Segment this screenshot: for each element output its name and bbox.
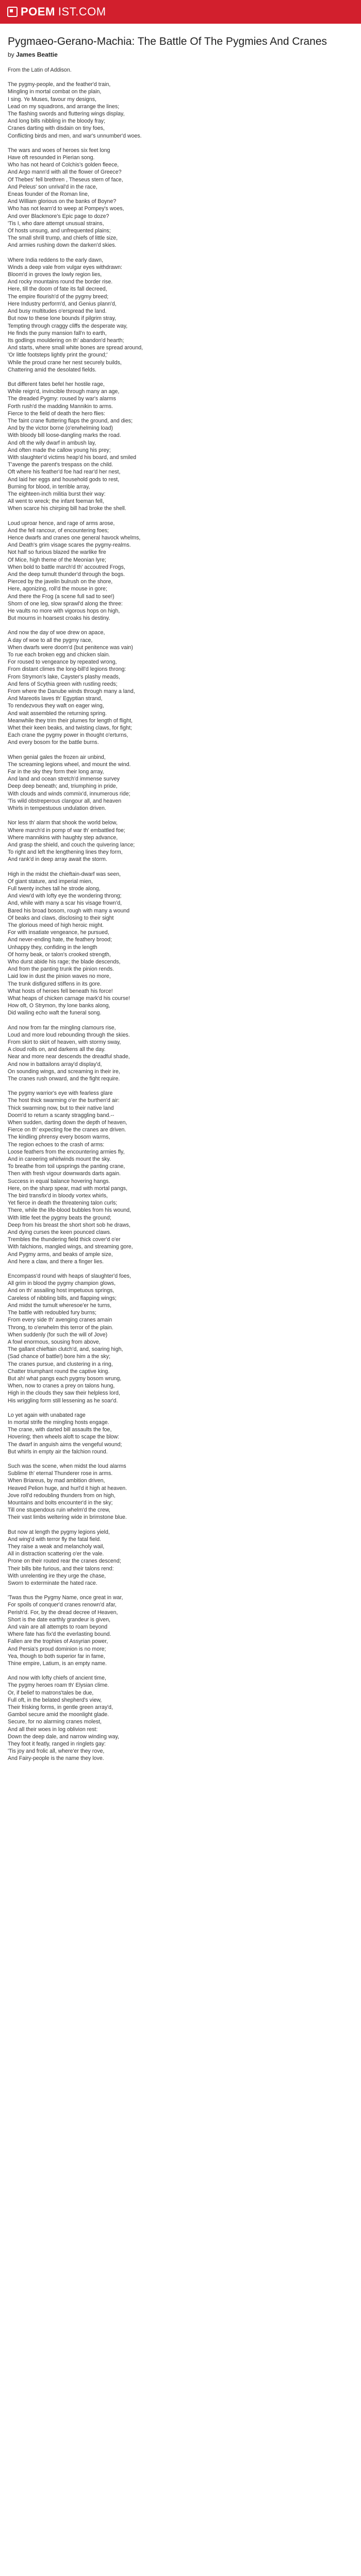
poem-line: Of Mice, high theme of the Meonian lyre; xyxy=(8,556,106,563)
site-header xyxy=(0,0,361,24)
poem-line: Of hosts unsung, and unfrequented plains; xyxy=(8,228,111,234)
poem-title: Pygmaeo-Gerano-Machia: The Battle Of The Pygmies And Cranes xyxy=(8,36,327,47)
poem-line: They raise a weak and melancholy wail, xyxy=(8,1543,105,1550)
poem-line: Not half so furious blazed the warlike fire xyxy=(8,549,106,556)
poem-line: Then with fresh vigour downwards darts again. xyxy=(8,1171,121,1177)
poem-line: Sublime th' eternal Thunderer rose in arms. xyxy=(8,1470,113,1477)
poem-author[interactable]: James Beattie xyxy=(16,51,58,58)
poem-line: Yet fierce in death the threatening talon curls; xyxy=(8,1200,118,1207)
poem-line: When genial gales the frozen air unbind, xyxy=(8,754,106,760)
poem-line: High in the midst the chieftain-dwarf was seen, xyxy=(8,871,121,877)
poem-line: Loud uproar hence, and rage of arms arose, xyxy=(8,520,115,527)
poem-line: For with insatiate vengeance, he pursued, xyxy=(8,929,109,936)
poem-stanza xyxy=(8,871,353,1017)
poem-line: The glorious meed of high heroic might. xyxy=(8,922,104,928)
poem-line: 'Or little footsteps lightly print the ground;' xyxy=(8,352,108,359)
poem-line: Yea, though to both superior far in fame, xyxy=(8,1653,105,1659)
poem-line: Here Industry perform'd, and Genius plann'd, xyxy=(8,300,117,307)
poem-line: Fierce on th' expecting foe the cranes are driven. xyxy=(8,1127,126,1133)
poem-line: And all their woes in log oblivion rest: xyxy=(8,1726,98,1733)
poem-line: With slaughter'd victims heap'd his board, and smiled xyxy=(8,454,136,461)
poem-line: Where fate has fix'd the everlasting bound. xyxy=(8,1631,111,1638)
poem-line: And William glorious on the banks of Boyne? xyxy=(8,198,117,205)
poem-line: On sounding wings, and screaming in their ire, xyxy=(8,1068,120,1075)
poem-line: The dwarf in anguish aims the vengeful wound; xyxy=(8,1441,122,1448)
poem-line: Bloom'd in groves the lowly region lies, xyxy=(8,272,102,278)
poem-page xyxy=(0,24,361,1762)
poem-line: From every side th' avenging cranes amain xyxy=(8,1317,112,1324)
poem-line: Hence dwarfs and cranes one general havock whelms, xyxy=(8,534,141,541)
poem-line: And rocky mountains round the border rise. xyxy=(8,279,113,285)
poem-line: The crane, with darted bill assaults the foe, xyxy=(8,1427,112,1433)
poem-line: The faint crane fluttering flaps the ground, and dies; xyxy=(8,417,133,424)
poem-line: But whirls in empty air the falchion round. xyxy=(8,1448,108,1455)
poem-line: And wing'd with terror fly the fatal field. xyxy=(8,1536,102,1543)
poem-line: All in distraction scattering o'er the vale. xyxy=(8,1551,104,1557)
poem-line: The region echoes to the crash of arms: xyxy=(8,1141,105,1148)
poem-line: And the deep tumult thunder'd through the bogs. xyxy=(8,571,125,578)
poem-line: The screaming legions wheel, and mount the wind. xyxy=(8,761,131,768)
poem-line: Throng, to o'erwhelm this terror of the plain. xyxy=(8,1324,113,1331)
poem-line: Shorn of one leg, slow sprawl'd along the three: xyxy=(8,600,123,607)
poem-line: Sworn to exterminate the hated race. xyxy=(8,1580,97,1586)
poem-line: With clouds and winds commix'd, innumerous ride; xyxy=(8,790,130,797)
logo-text-accent: IST.COM xyxy=(58,5,106,18)
poem-line: With little feet the pygmy beats the ground; xyxy=(8,1214,111,1221)
poem-line: Near and more near descends the dreadful shade, xyxy=(8,1054,130,1060)
poem-line: How oft, O Strymon, thy lone banks along, xyxy=(8,1003,110,1009)
poem-line: And often made the callow young his prey; xyxy=(8,447,111,453)
poem-line: Of giant stature, and imperial mien, xyxy=(8,878,93,885)
poem-line: Chattering amid the desolated fields. xyxy=(8,366,96,373)
poem-line: Burning for blood, in terrible array, xyxy=(8,483,90,490)
poem-line: And here a claw, and there a finger lies. xyxy=(8,1258,104,1265)
poem-line: A day of woe to all the pygmy race, xyxy=(8,637,93,643)
poem-line: And Death's grim visage scares the pygmy-realms. xyxy=(8,542,131,549)
poem-line: Laid low in dust the pinion waves no more, xyxy=(8,973,111,980)
poem-line: And grasp the shield, and couch the quivering lance; xyxy=(8,841,135,848)
poem-line: The pygmy-people, and the feather'd train, xyxy=(8,81,111,88)
poem-line: Lo yet again with unabated rage xyxy=(8,1412,86,1418)
poem-line: And, while with many a scar his visage frown'd, xyxy=(8,900,122,907)
poem-line: And land and ocean stretch'd immense survey xyxy=(8,776,120,783)
poem-line: High in the clouds they saw their helpless lord, xyxy=(8,1390,120,1397)
poem-line: The pygmy heroes roam th' Elysian clime. xyxy=(8,1682,109,1689)
logo-icon xyxy=(7,7,18,17)
logo-text-main: POEM xyxy=(21,5,55,18)
poem-line: A cloud rolls on, and darkens all the day. xyxy=(8,1046,106,1053)
poem-line: And now in battailons array'd display'd, xyxy=(8,1061,102,1067)
poem-line: All went to wreck; the infant foeman fell, xyxy=(8,498,104,505)
poem-line: All grim in blood the pygmy champion glows, xyxy=(8,1280,116,1287)
poem-line: But ah! what pangs each pygmy bosom wrung, xyxy=(8,1375,122,1382)
poem-line: To breathe from toil upsprings the panting crane, xyxy=(8,1163,125,1170)
poem-line: Lead on my squadrons, and arrange the lines; xyxy=(8,103,120,110)
poem-line: He finds the puny mansion fall'n to earth, xyxy=(8,330,107,336)
poem-line: Mingling in mortal combat on the plain, xyxy=(8,89,102,95)
poem-line: The kindling phrensy every bosom warms, xyxy=(8,1134,110,1141)
poem-line: But now at length the pygmy legions yield, xyxy=(8,1529,110,1535)
poem-stanza xyxy=(8,520,353,622)
poem-line: Jove roll'd redoubling thunders from on high, xyxy=(8,1492,116,1499)
poem-line: Trembles the thundering field thick cover'd o'er xyxy=(8,1236,121,1243)
poem-line: And Mareotis laves th' Egyptian strand, xyxy=(8,696,103,702)
poem-line: And midst the tumult wheresoe'er he turns, xyxy=(8,1302,112,1309)
poem-line: For roused to vengeance by repeated wrong, xyxy=(8,659,117,666)
poem-line: Here, on the sharp spear, mad with mortal pangs, xyxy=(8,1185,128,1192)
poem-line: Loose feathers from the encountering armies fly, xyxy=(8,1148,125,1155)
poem-stanza xyxy=(8,1412,353,1455)
poem-line: The pygmy warrior's eye with fearless glare xyxy=(8,1090,113,1097)
poem-line: When sudden, darting down the depth of heaven, xyxy=(8,1120,127,1126)
poem-line: And now with lofty chiefs of ancient time, xyxy=(8,1675,106,1682)
poem-line: Where mannikins with haughty step advance, xyxy=(8,834,118,841)
poem-line: Whet their keen beaks, and twisting claws, for fight; xyxy=(8,725,132,732)
poem-line: T'avenge the parent's trespass on the child. xyxy=(8,462,113,468)
poem-line: Who has not heard of Colchis's golden fleece, xyxy=(8,162,119,168)
poem-line: And in careering whirlwinds mount the sky. xyxy=(8,1156,111,1163)
poem-line: Conflicting birds and men, and war's unnumber'd woes. xyxy=(8,132,142,139)
poem-line: 'Tis wild obstreperous clangour all, and heaven xyxy=(8,798,122,804)
poem-stanza xyxy=(8,1273,353,1404)
poem-line: Their bills bite furious, and their talons rend: xyxy=(8,1565,114,1572)
poem-line: What hosts of heroes fell beneath his force! xyxy=(8,988,113,994)
poem-line: Chatter triumphant round the captive king. xyxy=(8,1368,110,1375)
poem-line: Success in equal balance hovering hangs. xyxy=(8,1178,110,1184)
poem-line: Of Thebes' fell brethren , Theseus stern of face, xyxy=(8,176,123,183)
poem-line: The dreaded Pygmy: roused by war's alarms xyxy=(8,396,116,402)
poem-line: In mortal strife the mingling hosts engage. xyxy=(8,1419,109,1426)
poem-line: And now from far the mingling clamours rise, xyxy=(8,1024,116,1031)
poem-line: Here, agonizing, roll'd the mouse in gore; xyxy=(8,586,107,592)
poem-line: Full twenty inches tall he strode along, xyxy=(8,885,101,892)
poem-stanza xyxy=(8,819,353,863)
poem-line: And wait assembled the returning spring. xyxy=(8,710,107,717)
poem-line: Where march'd in pomp of war th' embattled foe; xyxy=(8,827,125,834)
poem-line: Forth rush'd the madding Mannikin to arms. xyxy=(8,403,113,410)
poem-line: And vain are all attempts to roam beyond xyxy=(8,1624,108,1631)
poem-line: Down the deep dale, and narrow winding way, xyxy=(8,1733,119,1740)
poem-stanzas xyxy=(8,81,353,1762)
poem-line: Doom'd to return a scanty straggling band.-- xyxy=(8,1112,114,1118)
poem-line: 'Twas thus the Pygmy Name, once great in war, xyxy=(8,1595,123,1601)
poem-line: Oft where his feather'd foe had rear'd her nest, xyxy=(8,469,121,476)
poem-line: Meanwhile they trim their plumes for length of flight, xyxy=(8,717,133,724)
poem-stanza xyxy=(8,81,353,140)
poem-line: And rank'd in deep array await the storm. xyxy=(8,856,107,863)
poem-stanza xyxy=(8,1529,353,1587)
poem-line: The eighteen-inch militia burst their way: xyxy=(8,490,106,497)
byline-prefix: by xyxy=(8,51,14,58)
poem-line: Eneas founder of the Roman line, xyxy=(8,191,89,198)
poem-line: With bloody bill loose-dangling marks the road. xyxy=(8,432,121,439)
poem-line: Tempting through craggy cliffs the desperate way, xyxy=(8,323,128,329)
poem-byline xyxy=(8,51,353,58)
poem-line: They foot it featly, ranged in ringlets gay: xyxy=(8,1741,106,1748)
poem-line: Full oft, in the belated shepherd's view, xyxy=(8,1697,102,1703)
poem-line: Of beaks and claws, disclosing to their sight xyxy=(8,914,114,921)
poem-line: Each crane the pygmy power in thought o'erturns, xyxy=(8,732,128,739)
poem-line: And the fell rancour, of encountering foes; xyxy=(8,527,109,534)
poem-line: And Fairy-people is the name they love. xyxy=(8,1755,104,1762)
poem-line: When dwarfs were doom'd (but penitence was vain) xyxy=(8,644,133,651)
poem-line: The gallant chieftain clutch'd, and, soaring high, xyxy=(8,1346,123,1353)
poem-line: Cranes darting with disdain on tiny foes, xyxy=(8,125,105,132)
poem-line: And now the day of woe drew on apace, xyxy=(8,630,105,636)
poem-line: And long bills nibbling in the bloody fray; xyxy=(8,118,106,125)
poem-stanza xyxy=(8,629,353,746)
poem-stanza xyxy=(8,381,353,513)
poem-line: Fierce to the field of death the hero flies: xyxy=(8,410,106,417)
poem-line: And starts, where small white bones are spread around, xyxy=(8,345,143,351)
poem-line: The battle with redoubled fury burns; xyxy=(8,1310,96,1316)
poem-line: And Argo mann'd with all the flower of Greece? xyxy=(8,169,122,176)
poem-line: The small shrill trump, and chiefs of little size, xyxy=(8,235,118,242)
poem-line: There, while the life-blood bubbles from his wound, xyxy=(8,1207,132,1214)
poem-line: Perish'd. For, by the dread decree of Heaven, xyxy=(8,1609,118,1616)
poem-line: A fowl enormous, sousing from above, xyxy=(8,1338,101,1345)
poem-line: Thine empire, Latium, is an empty name. xyxy=(8,1660,107,1667)
poem-line: The host thick swarming o'er the burthen'd air: xyxy=(8,1097,120,1104)
poem-line: Gambol secure amid the moonlight glade. xyxy=(8,1711,109,1718)
poem-line: And over Blackmore's Epic page to doze? xyxy=(8,213,109,219)
poem-line: And from the panting trunk the pinion rends. xyxy=(8,966,114,973)
poem-line: Unhappy they, confiding in the length xyxy=(8,944,97,951)
poem-line: The trunk disfigured stiffens in its gore. xyxy=(8,980,102,987)
poem-line: Prone on their routed rear the cranes descend; xyxy=(8,1558,121,1565)
poem-line: When, now to cranes a prey on talons hung, xyxy=(8,1383,115,1389)
poem-line: For spoils of conquer'd cranes renown'd afar, xyxy=(8,1602,117,1608)
poem-line: Their vast limbs weltering wide in brimstone blue. xyxy=(8,1514,127,1521)
poem-line: Heaved Pelion huge, and hurl'd it high at heaven. xyxy=(8,1485,127,1492)
poem-line: The cranes rush onward, and the fight require. xyxy=(8,1076,120,1082)
poem-line: When suddenly (for such the will of Jove) xyxy=(8,1331,108,1338)
poem-line: Careless of nibbling bills, and flapping wings; xyxy=(8,1295,117,1301)
poem-line: Did wailing echo waft the funeral song. xyxy=(8,1010,102,1016)
poem-body xyxy=(8,66,353,1762)
poem-line: What heaps of chicken carnage mark'd his course! xyxy=(8,995,130,1002)
poem-line: Of horny beak, or talon's crooked strength, xyxy=(8,951,111,958)
intro-line: From the Latin of Addison. xyxy=(8,67,72,73)
poem-line: Who has not learn'd to weep at Pompey's woes, xyxy=(8,206,124,212)
poem-line: And never-ending hate, the feathery brood; xyxy=(8,937,112,943)
poem-line: The empire flourish'd of the pygmy breed; xyxy=(8,293,109,300)
poem-line: Hovering; then wheels aloft to scape the blow: xyxy=(8,1434,120,1440)
poem-line: Where India reddens to the early dawn, xyxy=(8,257,103,263)
poem-line: Secure, for no alarming cranes molest, xyxy=(8,1719,102,1725)
poem-line: Pierced by the javelin bulrush on the shore, xyxy=(8,579,113,585)
poem-line: From distant climes the long-bill'd legions throng: xyxy=(8,666,126,673)
poem-stanza xyxy=(8,1090,353,1265)
poem-line: Bared his broad bosom, rough with many a wound xyxy=(8,907,130,914)
poem-line: And fens of Scythia green with rustling reeds; xyxy=(8,681,118,687)
poem-intro xyxy=(8,66,353,74)
poem-line: The bird transfix'd in bloody vortex whirls, xyxy=(8,1193,108,1199)
poem-line: Have oft resounded in Pierian song. xyxy=(8,155,95,161)
poem-stanza xyxy=(8,1024,353,1083)
poem-line: Deep deep beneath; and, triumphing in pride, xyxy=(8,783,118,790)
poem-line: And by the victor borne (o'erwhelming load) xyxy=(8,425,113,432)
poem-line: The cranes pursue, and clustering in a ring, xyxy=(8,1361,113,1367)
poem-stanza xyxy=(8,1674,353,1762)
poem-stanza xyxy=(8,754,353,812)
poem-line: Their frisking forms, in gentle green array'd, xyxy=(8,1704,113,1711)
poem-line: He vaults no more with vigorous hops on high, xyxy=(8,608,120,615)
poem-line: The wars and woes of heroes six feet long xyxy=(8,147,110,154)
poem-line: Thick swarming now, but to their native land xyxy=(8,1105,114,1111)
poem-line: And Pygmy arms, and beaks of ample size, xyxy=(8,1251,113,1258)
poem-line: Mountains and bolts encounter'd in the sky; xyxy=(8,1499,113,1506)
poem-line: To rue each broken egg and chicken slain. xyxy=(8,652,110,658)
poem-line: And busy multitudes o'erspread the land. xyxy=(8,308,107,315)
poem-line: (Sad chance of battle!) bore him a the sky; xyxy=(8,1353,111,1360)
poem-line: Loud and more loud rebounding through the skies. xyxy=(8,1031,130,1038)
poem-line: Till one stupendous ruin whelm'd the crew, xyxy=(8,1507,110,1514)
poem-line: From where the Danube winds through many a land, xyxy=(8,688,135,695)
poem-line: While the proud crane her nest securely builds, xyxy=(8,359,122,366)
poem-line: And Peleus' son unrival'd in the race, xyxy=(8,183,97,190)
poem-line: I sing. Ye Muses, favour my designs, xyxy=(8,96,96,103)
poem-line: Its godlings mouldering on th' abandon'd hearth; xyxy=(8,337,124,344)
poem-stanza xyxy=(8,1463,353,1521)
poem-line: Who durst abide his rage; the blade descends, xyxy=(8,958,121,965)
poem-line: Such was the scene, when midst the loud alarms xyxy=(8,1463,126,1469)
poem-line: Encompass'd round with heaps of slaughter'd foes, xyxy=(8,1273,132,1280)
poem-line: While reign'd, invincible through many an age, xyxy=(8,388,120,395)
poem-line: And laid her eggs and household gods to rest, xyxy=(8,476,120,483)
poem-line: To rendezvous they waft on eager wing, xyxy=(8,703,104,709)
poem-line: Deep from his breast the short short sob he draws, xyxy=(8,1222,130,1228)
poem-line: Fallen are the trophies of Assyrian power, xyxy=(8,1638,108,1645)
poem-line: With falchions, mangled wings, and streaming gore, xyxy=(8,1244,133,1250)
poem-line: Far in the sky they form their long array, xyxy=(8,769,104,775)
poem-line: Here, till the doom of fate its fall decreed, xyxy=(8,286,107,293)
poem-line: When scarce his chirping bill had broke the shell. xyxy=(8,505,126,512)
poem-line: But now to these lone bounds if pilgrim stray, xyxy=(8,315,117,322)
poem-line: From Strymon's lake, Cayster's plashy meads, xyxy=(8,673,120,680)
poem-line: Short is the date earthly grandeur is given, xyxy=(8,1616,111,1623)
poem-line: And on th' assailing host impetuous springs, xyxy=(8,1287,114,1294)
poem-stanza xyxy=(8,147,353,249)
poem-line: 'Tis joy and frolic all, where'er they rove, xyxy=(8,1748,105,1755)
site-logo[interactable] xyxy=(7,5,106,19)
poem-line: And oft the wily dwarf in ambush lay, xyxy=(8,439,96,446)
poem-stanza xyxy=(8,257,353,374)
poem-line: And armies rushing down the darken'd skies. xyxy=(8,242,117,249)
poem-line: And dying curses the keen pounced claws. xyxy=(8,1229,111,1236)
poem-line: Whirls in tempestuous undulation driven. xyxy=(8,805,106,812)
poem-line: The flashing swords and fluttering wings display, xyxy=(8,111,125,117)
poem-line: Winds a deep vale from vulgar eyes withdrawn: xyxy=(8,264,122,270)
poem-line: When Briareus, by mad ambition driven, xyxy=(8,1478,105,1484)
poem-line: To right and left the lengthening lines they form, xyxy=(8,849,123,856)
poem-line: His wriggling form still lessening as he soar'd. xyxy=(8,1397,118,1404)
poem-line: 'Tis I, who dare attempt unusual strains, xyxy=(8,220,104,227)
poem-line: And there the Frog (a scene full sad to see!) xyxy=(8,593,114,600)
poem-line: Or, if belief to matrons'tales be due, xyxy=(8,1689,94,1696)
poem-stanza xyxy=(8,1594,353,1667)
poem-line: And Persia's proud dominion is no more; xyxy=(8,1646,106,1652)
poem-line: But different fates befel her hostile rage, xyxy=(8,381,105,387)
poem-line: When bold to battle march'd th' accoutred Frogs, xyxy=(8,564,125,570)
poem-line: And every bosom for the battle burns. xyxy=(8,739,99,746)
poem-line: Nor less th' alarm that shook the world below, xyxy=(8,820,118,826)
poem-line: From skirt to skirt of heaven, with stormy sway, xyxy=(8,1039,121,1045)
poem-line: With unrelenting ire they urge the chase, xyxy=(8,1572,106,1579)
poem-line: But mourns in hoarsest croaks his destiny. xyxy=(8,615,110,622)
poem-line: And view'd with lofty eye the wondering throng; xyxy=(8,893,122,900)
